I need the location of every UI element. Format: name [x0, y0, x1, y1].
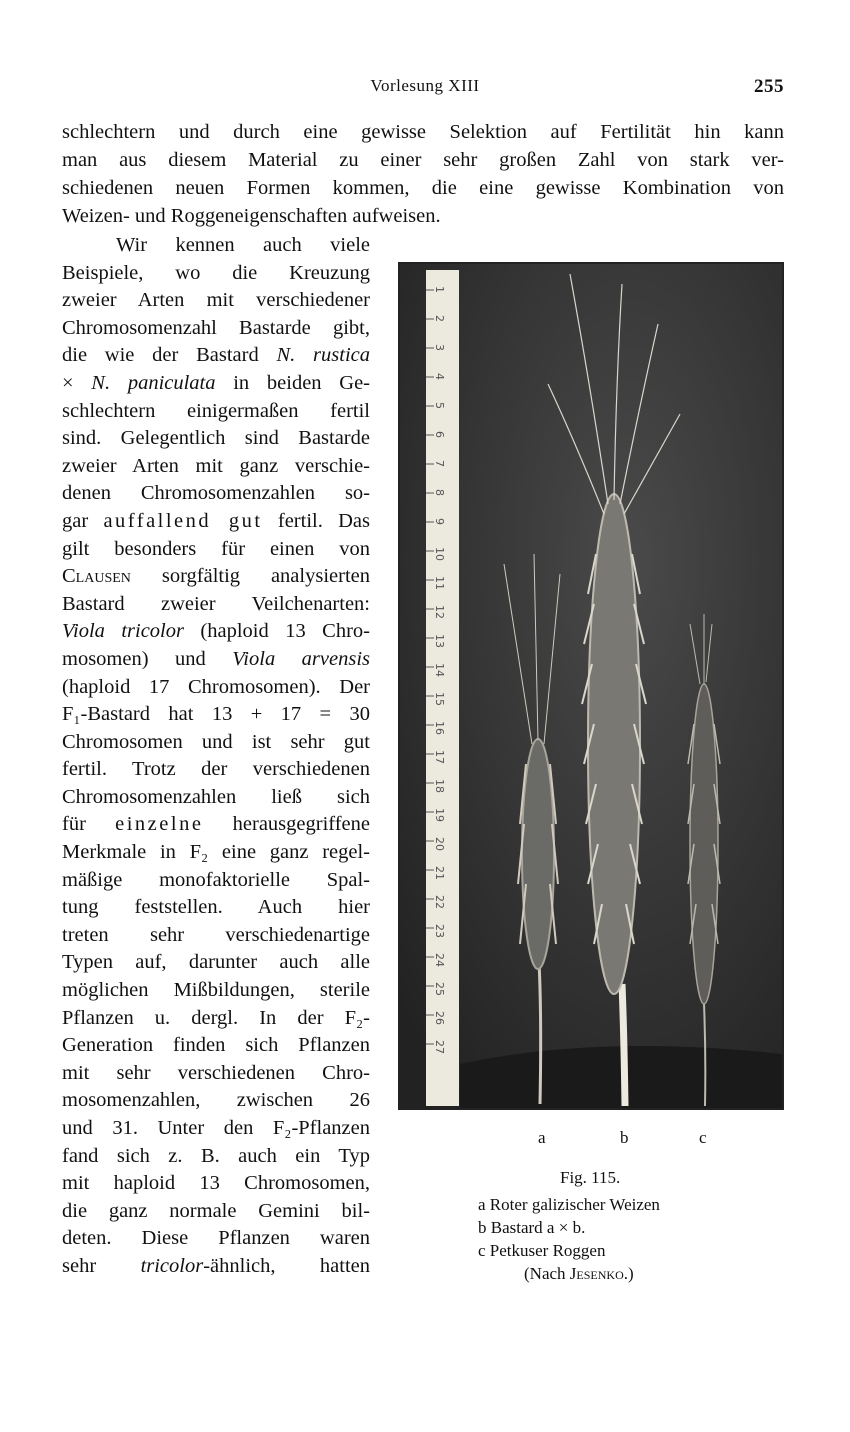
ruler-number: 6 [433, 431, 446, 438]
species-name: Viola arvensis [232, 647, 370, 670]
ruler-number: 17 [433, 750, 446, 764]
ruler-number: 9 [433, 518, 446, 525]
caption-line-a: a Roter galizischer Weizen [478, 1195, 660, 1214]
caption-title: Fig. 115. [560, 1168, 621, 1187]
ruler-number: 18 [433, 779, 446, 793]
text-line: (haploid 17 Chromosomen). Der [62, 675, 370, 698]
ruler-number: 25 [433, 982, 446, 996]
text-line: Beispiele, wo die Kreuzung [62, 261, 370, 284]
species-name: Viola tricolor [62, 620, 184, 643]
ruler-number: 13 [433, 634, 446, 648]
text-line: fand sich z. B. auch ein Typ [62, 1144, 370, 1167]
text-line: gar auffallend gut fertil. Das [62, 509, 370, 532]
text-line: F₁-Bastard hat 13 + 17 = 30 [62, 703, 370, 726]
body-column [62, 232, 370, 1281]
ruler-number: 26 [433, 1011, 446, 1025]
figure-caption [478, 1166, 738, 1285]
ruler-number: 3 [433, 344, 446, 351]
caption-line-c: c Petkuser Roggen [478, 1241, 606, 1260]
source-author: Jesenko [569, 1264, 624, 1283]
text-line: schlechtern einigermaßen fertil [62, 399, 370, 422]
text-line: Chromosomenzahlen ließ sich [62, 785, 370, 808]
ruler-number: 11 [433, 576, 446, 590]
running-title: Vorlesung XIII [370, 76, 480, 95]
figure-label-a: a [538, 1128, 546, 1147]
text-line: mosomen) und Viola arvensis [62, 647, 370, 670]
text-line: Pflanzen u. dergl. In der F₂- [62, 1006, 370, 1029]
ruler-number: 21 [433, 866, 446, 880]
text-line: Typen auf, darunter auch alle [62, 951, 370, 974]
text-line: Bastard zweier Veilchenarten: [62, 592, 370, 615]
text-line: treten sehr verschiedenartige [62, 923, 370, 946]
species-name: N. rustica [276, 344, 370, 367]
text-line: möglichen Mißbildungen, sterile [62, 979, 370, 1002]
text-line: gilt besonders für einen von [62, 537, 370, 560]
caption-line-b: b Bastard a × b. [478, 1218, 586, 1237]
text-line: mosomenzahlen, zwischen 26 [62, 1089, 370, 1112]
text-line: Chromosomen und ist sehr gut [62, 730, 370, 753]
species-name: N. paniculata [91, 371, 216, 394]
spaced-emphasis: einzelne [115, 813, 204, 836]
ruler-number: 1 [433, 286, 446, 293]
species-name: tricolor [140, 1254, 204, 1277]
text-line: die ganz normale Gemini bil- [62, 1199, 370, 1222]
text-line: Generation finden sich Pflanzen [62, 1034, 370, 1057]
text-line: zweier Arten mit ganz verschie- [62, 454, 370, 477]
text-line: zweier Arten mit verschiedener [62, 289, 370, 312]
ruler-number: 5 [433, 402, 446, 409]
text-line: Merkmale in F₂ eine ganz regel- [62, 841, 370, 864]
author-name: Clausen [62, 565, 131, 588]
figure-label-c: c [699, 1128, 707, 1147]
text-line: Wir kennen auch viele [116, 234, 370, 256]
text-line: denen Chromosomenzahlen so- [62, 482, 370, 505]
ruler-number: 27 [433, 1040, 446, 1054]
ruler-number: 7 [433, 460, 446, 467]
text-line: tung feststellen. Auch hier [62, 896, 370, 919]
text-line: × N. paniculata in beiden Ge- [62, 371, 370, 394]
ruler-number: 8 [433, 489, 446, 496]
text-line: deten. Diese Pflanzen waren [62, 1227, 370, 1250]
running-head [0, 72, 850, 102]
ruler-number: 23 [433, 924, 446, 938]
ruler-number: 19 [433, 808, 446, 822]
text-line: die wie der Bastard N. rustica [62, 344, 370, 367]
ruler-number: 16 [433, 721, 446, 735]
text-line: man aus diesem Material zu einer sehr großen Zahl von stark ver- [62, 149, 784, 171]
text-line: sehr tricolor-ähnlich, hatten [62, 1254, 370, 1277]
intro-paragraph [62, 118, 784, 230]
ruler-number: 14 [433, 663, 446, 677]
text-line: fertil. Trotz der verschiedenen [62, 758, 370, 781]
text-line: mit haploid 13 Chromosomen, [62, 1172, 370, 1195]
measuring-ruler [426, 270, 459, 1106]
page-number: 255 [754, 76, 784, 97]
ruler-strip [426, 270, 459, 1106]
text-line: Clausen sorgfältig analysierten [62, 565, 370, 588]
ruler-number: 15 [433, 692, 446, 706]
ruler-number: 24 [433, 953, 446, 967]
text-line: Chromosomenzahl Bastarde gibt, [62, 316, 370, 339]
ruler-number: 22 [433, 895, 446, 909]
caption-source: (Nach Jesenko.) [524, 1264, 634, 1283]
figure-label-b: b [620, 1128, 629, 1147]
ruler-number: 20 [433, 837, 446, 851]
text-line: schlechtern und durch eine gewisse Selektion auf Fertilität hin kann [62, 121, 784, 143]
wheat-spikes-photo [400, 264, 782, 1108]
text-line: für einzelne herausgegriffene [62, 813, 370, 836]
ruler-number: 10 [433, 547, 446, 561]
figure-photo [398, 262, 784, 1110]
text-line: schiedenen neuen Formen kommen, die eine gewisse Kombination von [62, 177, 784, 199]
text-line: mäßige monofaktorielle Spal- [62, 868, 370, 891]
text-line: Weizen- und Roggeneigenschaften aufweisen. [62, 205, 441, 227]
ruler-number: 4 [433, 373, 446, 380]
text-line: sind. Gelegentlich sind Bastarde [62, 427, 370, 450]
text-line: Viola tricolor (haploid 13 Chro- [62, 620, 370, 643]
ruler-number: 12 [433, 605, 446, 619]
text-line: mit sehr verschiedenen Chro- [62, 1061, 370, 1084]
figure-labels [398, 1128, 784, 1152]
ruler-number: 2 [433, 315, 446, 322]
text-line: und 31. Unter den F₂-Pflanzen [62, 1117, 370, 1139]
spaced-emphasis: auffallend gut [103, 509, 263, 532]
